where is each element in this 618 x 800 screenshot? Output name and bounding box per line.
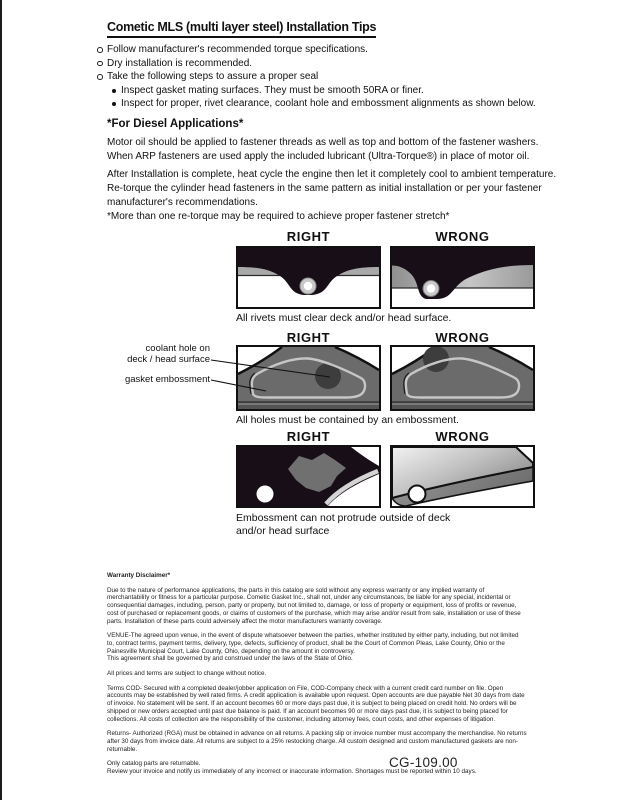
- row1-caption: All rivets must clear deck and/or head surface.: [236, 312, 452, 324]
- disclaimer-heading: Warranty Disclaimer*: [107, 572, 171, 579]
- row2-right-label: RIGHT: [286, 330, 331, 345]
- retorque-note: *More than one re-torque may be required to achieve proper fastener stretch*: [107, 211, 450, 222]
- page-edge-line: [0, 0, 2, 800]
- diagram-rivet-right-panel: [236, 246, 381, 309]
- row1-right-label: RIGHT: [286, 229, 331, 244]
- diagram-edge-right-panel: [236, 445, 381, 508]
- page-code: CG-109.00: [389, 755, 458, 770]
- row3-right-label: RIGHT: [286, 429, 331, 444]
- disclaimer-paragraph: Only catalog parts are returnable.: [107, 760, 201, 768]
- bolt-hole-icon: [257, 486, 274, 503]
- list-item-text: Dry installation is recommended.: [107, 57, 253, 69]
- disclaimer-paragraph: VENUE-The agreed upon venue, in the event of dispute whatsoever between the parties, whether instituted by either party, including, but not limited to, contract terms, payment terms, delivery, type, defects, sufficiency of product, shall be the Court of Common Pleas, Lake County, Ohio or the Painesville Municipal Court, Lake County, Ohio, depending on the amount in controversy.: [107, 632, 519, 655]
- row1-wrong-label: WRONG: [435, 229, 490, 244]
- list-item-text: Follow manufacturer's recommended torque specifications.: [107, 44, 368, 55]
- disclaimer-paragraph: Returns- Authorized (RGA) must be obtained in advance on all returns. A packing slip or invoice number must accompany the merchandise. No returns after 30 days from invoice date. All returns are subject to a 25% restocking charge. All custom designed and custom manufactured gaskets are non-returnable.: [107, 730, 527, 753]
- diesel-section-heading: *For Diesel Applications*: [107, 118, 244, 130]
- list-item: [111, 84, 567, 98]
- gasket-embossment-annotation: gasket embossment: [124, 374, 210, 385]
- list-item: [111, 97, 567, 111]
- row2-wrong-label: WRONG: [435, 330, 490, 345]
- diagram-rivet-wrong-panel: [390, 246, 535, 309]
- diesel-paragraph-1: Motor oil should be applied to fastener threads as well as top and bottom of the fastener washers. When ARP fasteners are used apply the included lubricant (Ultra-Torque®) in place of motor oil.: [107, 137, 539, 162]
- disclaimer-paragraph: All prices and terms are subject to change without notice.: [107, 670, 267, 678]
- list-item-text: Inspect gasket mating surfaces. They must be smooth 50RA or finer.: [121, 84, 424, 96]
- disclaimer-paragraph: This agreement shall be governed by and construed under the laws of the State of Ohio.: [107, 655, 353, 663]
- list-item-text: Inspect for proper, rivet clearance, coolant hole and embossment alignments as shown below.: [121, 98, 536, 110]
- list-item: [97, 43, 567, 57]
- coolant-hole-annotation: coolant hole on deck / head surface: [127, 343, 210, 365]
- disclaimer-paragraph: Terms COD- Secured with a completed dealer/jobber application on File, COD-Company check with a current credit card number on file. Open accounts may be established by well rated firms. A credit application is available upon request. Open accounts are due payable Net 30 days from date of invoice. No statement will be sent. If an account becomes 60 or more days past due, it is subject to being placed on credit hold. No orders will be shipped or new orders accepted until past due balance is paid. If an account becomes 90 or more days past due, it is subject to being placed for collections. All costs of collection are the responsibility of the customer, including attorney fees, court costs, and other expenses of litigation.: [107, 684, 525, 723]
- open-bullet-icon: [97, 47, 103, 53]
- page-title: Cometic MLS (multi layer steel) Installation Tips: [107, 20, 376, 38]
- bolt-hole-icon: [409, 486, 426, 503]
- open-bullet-icon: [97, 74, 103, 80]
- open-bullet-icon: [97, 61, 103, 67]
- filled-bullet-icon: [112, 102, 116, 106]
- diagram-edge-wrong-panel: [390, 445, 535, 508]
- disclaimer-paragraph: Review your invoice and notify us immediately of any incorrect or inaccurate information. Shortages must be reported within 10 days.: [107, 768, 477, 776]
- list-item: [97, 57, 567, 71]
- row3-caption: Embossment can not protrude outside of deck and/or head surface: [236, 512, 451, 537]
- row3-wrong-label: WRONG: [435, 429, 490, 444]
- diesel-paragraph-2: After Installation is complete, heat cycle the engine then let it completely cool to ambient temperature. Re-torque the cylinder head fasteners in the same pattern as initial installation or per your fastener manufacturer's recommendations.: [107, 169, 557, 208]
- installation-tips-list: [97, 43, 567, 111]
- diagram-hole-wrong-panel: [390, 345, 535, 411]
- row2-caption: All holes must be contained by an embossment.: [236, 414, 459, 426]
- warranty-disclaimer: [107, 572, 527, 783]
- filled-bullet-icon: [112, 89, 116, 93]
- diagram-hole-right-panel: [236, 345, 381, 411]
- disclaimer-paragraph: Due to the nature of performance applications, the parts in this catalog are sold without any express warranty or any implied warranty of merchantability or fitness for a particular purpose. Cometic Gasket Inc., shall not, under any circumstances, be liable for any special, incidental or consequential damages, including, person, party or property, but not limited to, damage, or loss of property or equipment, loss of profits or revenue, cost of purchased or replacement goods, or claims of customers of the purchase, which may arise and/or result from sale, installation or use of these parts. Installation of these parts could adversely affect the motor manufacturers warranty coverage.: [107, 586, 521, 625]
- list-item-text: Take the following steps to assure a proper seal: [107, 71, 319, 83]
- list-item: [97, 70, 567, 84]
